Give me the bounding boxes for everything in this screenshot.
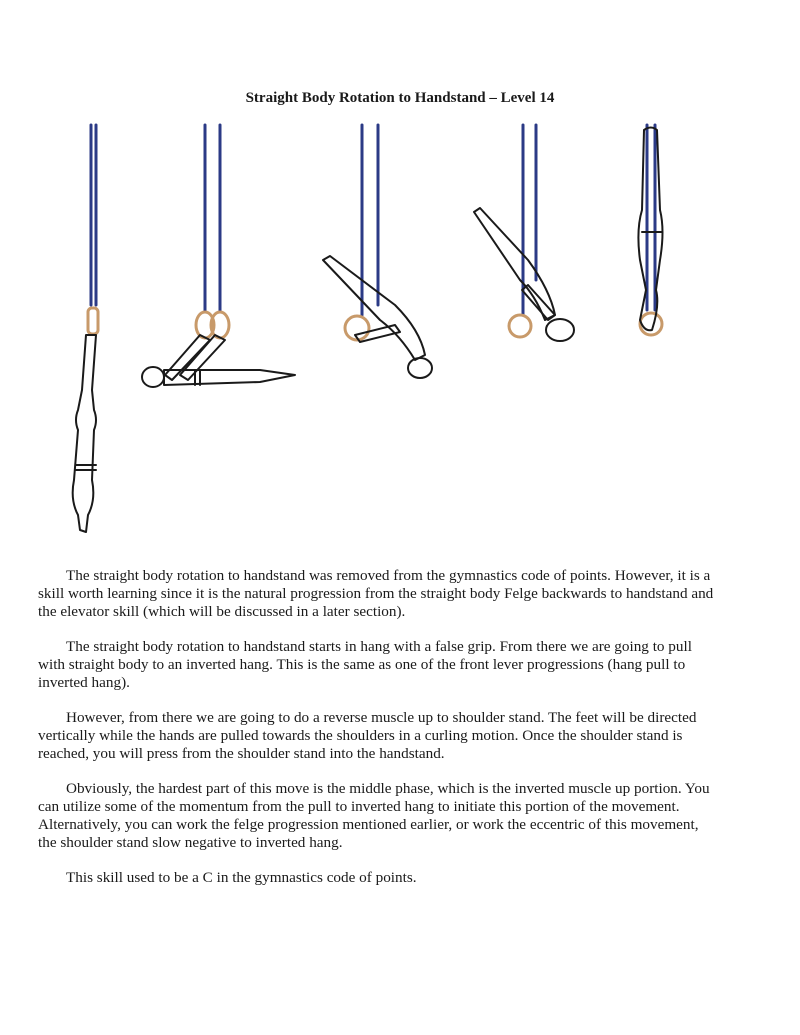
stage-handstand-figure	[638, 125, 662, 335]
stage-shoulder-stand-figure	[474, 125, 574, 341]
article-body	[38, 567, 718, 904]
paragraph: The straight body rotation to handstand starts in hang with a false grip. From there we are going to pull with straight body to an inverted hang. This is the same as one of the front lever progressions (hang pull to inverted hang).	[38, 638, 692, 691]
rings-sequence-illustration	[0, 120, 800, 545]
paragraph: Obviously, the hardest part of this move is the middle phase, which is the inverted muscle up portion. You can utilize some of the momentum from the pull to inverted hang to initiate this portion of the movement. Alternatively, you can work the felge progression mentioned earlier, or work the eccentric of this movement, the shoulder stand slow negative to inverted hang.	[38, 780, 710, 851]
stage-hang-figure	[73, 125, 98, 532]
paragraph: However, from there we are going to do a reverse muscle up to shoulder stand. The feet will be directed vertically while the hands are pulled towards the shoulders in a curling motion. Once the shoulder stand is reached, you will press from the shoulder stand into the handstand.	[38, 709, 697, 762]
page-title: Straight Body Rotation to Handstand – Level 14	[245, 90, 555, 106]
paragraph: This skill used to be a C in the gymnastics code of points.	[66, 869, 417, 886]
stage-pull-figure	[142, 125, 295, 387]
paragraph: The straight body rotation to handstand was removed from the gymnastics code of points. However, it is a skill worth learning since it is the natural progression from the straight body Felge backwards to handstand and the elevator skill (which will be discussed in a later section).	[38, 567, 714, 620]
stage-inverted-hang-figure	[323, 125, 432, 378]
